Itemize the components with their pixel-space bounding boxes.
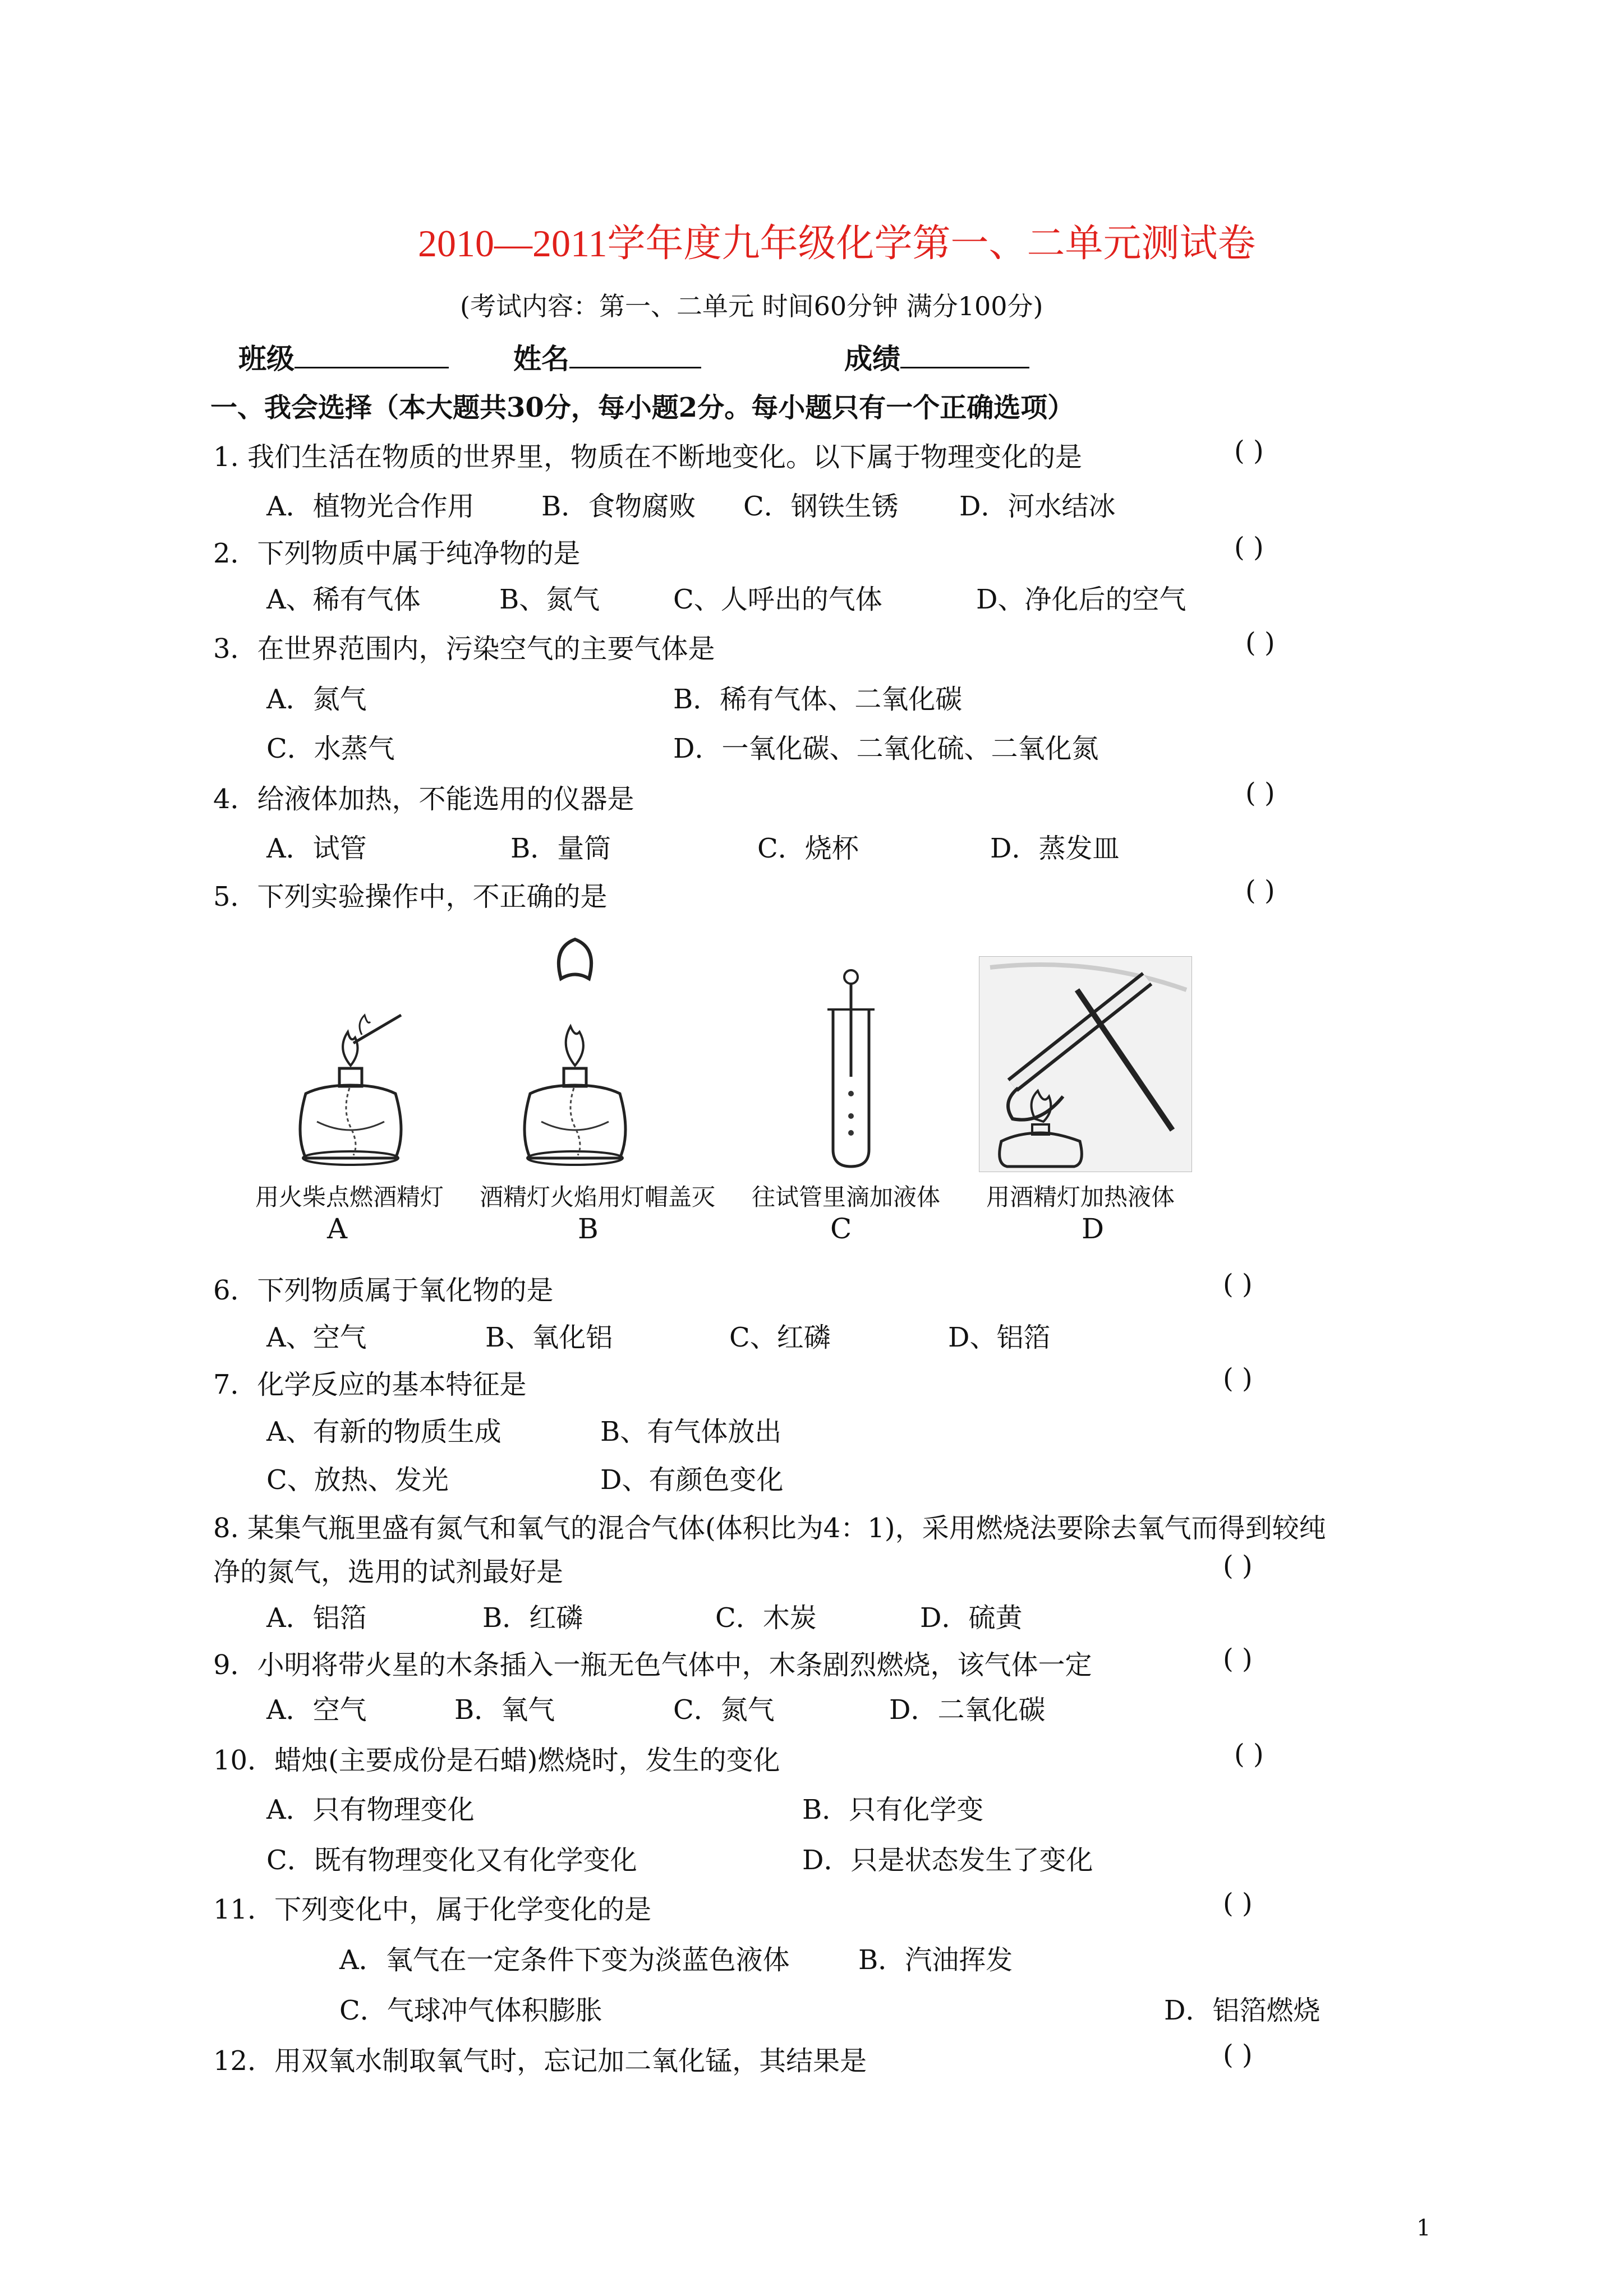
q1-option-d: D．河水结冰: [959, 491, 1116, 522]
q5-stem: 5．下列实验操作中，不正确的是: [213, 881, 608, 912]
letter-d: D: [1082, 1212, 1105, 1245]
q9-option-d: D．二氧化碳: [889, 1694, 1046, 1726]
q12-answer-paren[interactable]: ( ): [1223, 2039, 1253, 2071]
q2-option-d: D、净化后的空气: [976, 584, 1186, 615]
name-blank[interactable]: [569, 340, 701, 368]
q3-option-d: D．一氧化碳、二氧化硫、二氧化氮: [673, 733, 1099, 764]
section-heading: 一、我会选择（本大题共30分，每小题2分。每小题只有一个正确选项）: [210, 392, 1075, 423]
q3-option-c: C．水蒸气: [266, 733, 395, 764]
q1-answer-paren[interactable]: ( ): [1234, 435, 1264, 467]
caption-a: 用火柴点燃酒精灯: [255, 1183, 444, 1211]
q10-answer-paren[interactable]: ( ): [1234, 1739, 1264, 1770]
class-blank[interactable]: [295, 340, 449, 368]
q8-stem-line2: 净的氮气，选用的试剂最好是: [213, 1556, 564, 1588]
q8-option-b: B．红磷: [482, 1602, 583, 1634]
q7-answer-paren[interactable]: ( ): [1223, 1363, 1253, 1394]
q4-option-b: B．量筒: [510, 833, 611, 864]
q11-option-d: D．铝箔燃烧: [1164, 1995, 1321, 2026]
heating-liquid-figure: [979, 956, 1192, 1172]
q11-option-c: C．气球冲气体积膨胀: [339, 1995, 602, 2026]
q2-option-b: B、氮气: [499, 584, 600, 615]
q3-answer-paren[interactable]: ( ): [1245, 627, 1275, 658]
name-field[interactable]: [513, 336, 701, 377]
alcohol-lamp-match-figure: [283, 1009, 418, 1172]
q9-option-c: C．氮气: [673, 1694, 775, 1726]
q3-option-a: A．氮气: [266, 684, 367, 715]
q5-answer-paren[interactable]: ( ): [1245, 875, 1275, 906]
q9-answer-paren[interactable]: ( ): [1223, 1643, 1253, 1675]
q8-option-c: C．木炭: [715, 1602, 817, 1634]
class-label: 班级: [238, 342, 295, 375]
q10-option-c: C．既有物理变化又有化学变化: [266, 1845, 637, 1876]
q9-stem: 9．小明将带火星的木条插入一瓶无色气体中，木条剧烈燃烧，该气体一定: [213, 1649, 1092, 1681]
caption-b: 酒精灯火焰用灯帽盖灭: [480, 1183, 716, 1211]
q10-option-d: D．只是状态发生了变化: [802, 1845, 1093, 1876]
dropper-test-tube-figure: [816, 965, 889, 1172]
q9-option-b: B．氧气: [454, 1694, 555, 1726]
q6-stem: 6．下列物质属于氧化物的是: [213, 1275, 554, 1306]
q1-option-b: B．食物腐败: [541, 491, 696, 522]
q7-option-b: B、有气体放出: [600, 1416, 782, 1447]
q7-stem: 7．化学反应的基本特征是: [213, 1369, 527, 1400]
q2-option-a: A、稀有气体: [266, 584, 421, 615]
q8-answer-paren[interactable]: ( ): [1223, 1550, 1253, 1582]
q2-answer-paren[interactable]: ( ): [1234, 532, 1264, 563]
q4-answer-paren[interactable]: ( ): [1245, 777, 1275, 809]
q7-option-a: A、有新的物质生成: [266, 1416, 502, 1447]
caption-c: 往试管里滴加液体: [752, 1183, 941, 1211]
q10-stem: 10．蜡烛(主要成份是石蜡)燃烧时，发生的变化: [213, 1745, 780, 1776]
q10-option-b: B．只有化学变: [802, 1794, 984, 1825]
q7-option-c: C、放热、发光: [266, 1464, 449, 1496]
letter-c: C: [830, 1212, 852, 1245]
q11-option-a: A．氧气在一定条件下变为淡蓝色液体: [339, 1944, 790, 1976]
q4-stem: 4．给液体加热，不能选用的仪器是: [213, 783, 634, 815]
q2-option-c: C、人呼出的气体: [673, 584, 882, 615]
q1-stem: 1. 我们生活在物质的世界里，物质在不断地变化。以下属于物理变化的是: [213, 441, 1083, 473]
score-blank[interactable]: [900, 340, 1029, 368]
q6-option-c: C、红磷: [729, 1322, 831, 1353]
class-field[interactable]: [238, 336, 449, 377]
q11-option-b: B．汽油挥发: [858, 1944, 1013, 1976]
q6-option-b: B、氧化铝: [485, 1322, 613, 1353]
q8-option-a: A．铝箔: [266, 1602, 367, 1634]
q10-option-a: A．只有物理变化: [266, 1794, 475, 1825]
alcohol-lamp-cap-figure: [508, 925, 642, 1172]
letter-b: B: [578, 1212, 599, 1245]
q1-option-c: C．钢铁生锈: [743, 491, 899, 522]
score-label: 成绩: [844, 342, 900, 375]
q6-option-d: D、铝箔: [948, 1322, 1051, 1353]
q6-answer-paren[interactable]: ( ): [1223, 1269, 1253, 1300]
q8-stem-line1: 8. 某集气瓶里盛有氮气和氧气的混合气体(体积比为4：1)，采用燃烧法要除去氧气而得到较纯: [213, 1513, 1326, 1544]
letter-a: A: [327, 1212, 348, 1245]
q9-option-a: A．空气: [266, 1694, 367, 1726]
score-field[interactable]: [844, 336, 1029, 377]
q3-stem: 3．在世界范围内，污染空气的主要气体是: [213, 633, 715, 665]
name-label: 姓名: [513, 342, 569, 375]
q4-option-c: C．烧杯: [757, 833, 859, 864]
page-title: 2010—2011学年度九年级化学第一、二单元测试卷: [418, 222, 1256, 265]
caption-d: 用酒精灯加热液体: [986, 1183, 1175, 1211]
q12-stem: 12．用双氧水制取氧气时，忘记加二氧化锰，其结果是: [213, 2045, 867, 2077]
q8-option-d: D．硫黄: [920, 1602, 1023, 1634]
q11-stem: 11．下列变化中，属于化学变化的是: [213, 1894, 652, 1925]
q1-option-a: A．植物光合作用: [266, 491, 475, 522]
exam-info: (考试内容：第一、二单元 时间60分钟 满分100分): [460, 291, 1043, 321]
q4-option-d: D．蒸发皿: [990, 833, 1120, 864]
q11-answer-paren[interactable]: ( ): [1223, 1888, 1253, 1919]
page-number: 1: [1416, 2215, 1431, 2241]
q3-option-b: B．稀有气体、二氧化碳: [673, 684, 963, 715]
q7-option-d: D、有颜色变化: [600, 1464, 784, 1496]
q6-option-a: A、空气: [266, 1322, 367, 1353]
q4-option-a: A．试管: [266, 833, 367, 864]
q2-stem: 2．下列物质中属于纯净物的是: [213, 538, 581, 569]
